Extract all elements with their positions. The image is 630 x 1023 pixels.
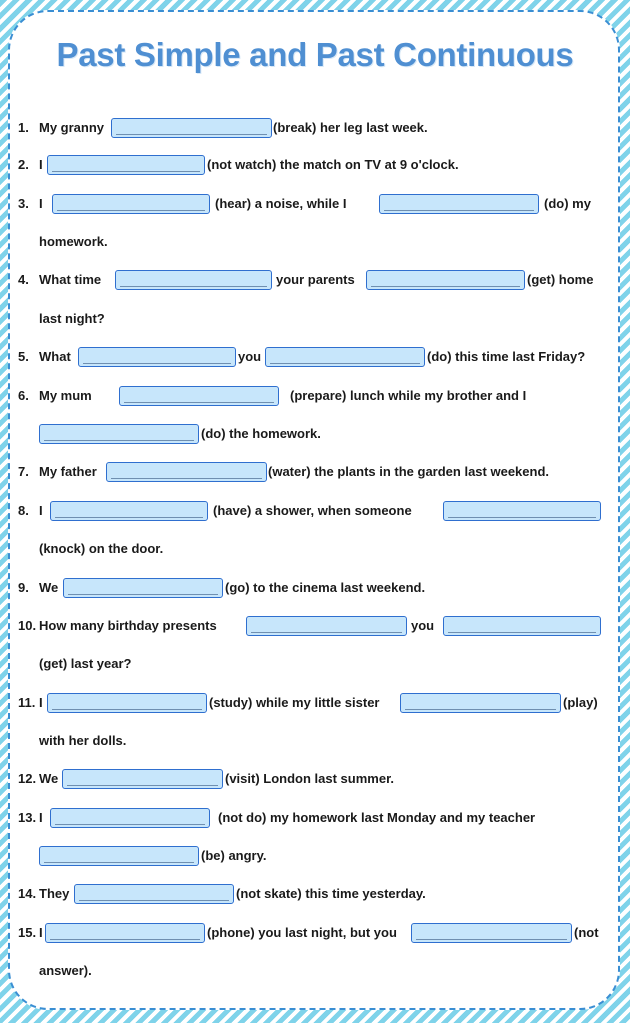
sentence-15 [18,922,600,944]
sentence-text: (do) the homework. [201,426,321,441]
sentence-6 [18,385,600,407]
sentence-text: (study) while my little sister [209,695,380,710]
answer-field[interactable] [379,194,539,214]
sentence-number: 10. [18,618,37,633]
sentence-text: last night? [39,311,105,326]
answer-field[interactable] [443,616,601,636]
sentence-11 [18,692,600,714]
sentence-text: How many birthday presents [39,618,217,633]
sentence-text: (prepare) lunch while my brother and I [290,388,527,403]
sentence-text: you [411,618,435,633]
sentence-text: What [39,349,71,364]
sentence-number: 5. [18,349,29,364]
sentence-text: (not [574,925,599,940]
answer-field[interactable] [106,462,267,482]
sentence-8-continued [39,538,600,560]
sentence-text: (be) angry. [201,848,267,863]
sentence-8 [18,500,600,522]
sentence-text: your parents [276,272,355,287]
sentence-4-continued [39,308,600,330]
sentence-5 [18,346,600,368]
answer-field[interactable] [78,347,236,367]
sentence-number: 7. [18,464,29,479]
sentence-13-continued [39,845,600,867]
sentence-10-continued [39,653,600,675]
sentence-text: (knock) on the door. [39,541,164,556]
sentence-text: (not watch) the match on TV at 9 o'clock. [207,157,459,172]
sentence-text: homework. [39,234,108,249]
sentence-number: 3. [18,196,29,211]
answer-field[interactable] [246,616,407,636]
answer-field[interactable] [62,769,223,789]
sentence-number: 9. [18,580,29,595]
sentence-1 [18,117,600,139]
sentence-text: We [39,771,59,786]
sentence-11-continued [39,730,600,752]
sentence-9 [18,577,600,599]
sentence-text: They [39,886,70,901]
sentence-number: 11. [18,695,36,710]
sentence-text: (hear) a noise, while I [215,196,347,211]
sentence-13 [18,807,600,829]
sentence-number: 12. [18,771,37,786]
sentence-number: 14. [18,886,37,901]
sentence-text: I [39,925,43,940]
sentence-text: I [39,157,43,172]
worksheet-title: Past Simple and Past Continuous [56,36,574,73]
sentence-text: (play) [563,695,598,710]
sentence-text: I [39,810,43,825]
sentence-text: My granny [39,120,105,135]
sentence-text: (water) the plants in the garden last weekend. [268,464,550,479]
answer-field[interactable] [115,270,272,290]
sentence-3-continued [39,231,600,253]
sentence-number: 4. [18,272,29,287]
sentence-text: I [39,695,43,710]
sentence-text: (go) to the cinema last weekend. [225,580,426,595]
answer-field[interactable] [119,386,279,406]
sentence-number: 2. [18,157,29,172]
answer-field[interactable] [443,501,601,521]
sentence-text: (have) a shower, when someone [213,503,412,518]
answer-field[interactable] [50,808,210,828]
answer-field[interactable] [45,923,205,943]
sentence-text: with her dolls. [39,733,127,748]
sentence-text: (do) this time last Friday? [427,349,586,364]
sentence-7 [18,461,600,483]
sentence-text: We [39,580,59,595]
sentence-text: My father [39,464,97,479]
answer-field[interactable] [47,693,207,713]
sentence-text: (not skate) this time yesterday. [236,886,426,901]
sentence-number: 8. [18,503,29,518]
sentence-2 [18,154,600,176]
sentence-number: 6. [18,388,29,403]
sentence-text: (get) home [527,272,594,287]
sentence-text: (phone) you last night, but you [207,925,397,940]
sentence-6-continued [39,423,600,445]
answer-field[interactable] [111,118,272,138]
answer-field[interactable] [400,693,561,713]
answer-field[interactable] [411,923,572,943]
answer-field[interactable] [39,846,199,866]
sentence-text: answer). [39,963,92,978]
answer-field[interactable] [39,424,199,444]
answer-field[interactable] [47,155,205,175]
sentence-12 [18,768,600,790]
sentence-text: I [39,196,43,211]
sentence-text: What time [39,272,102,287]
answer-field[interactable] [63,578,223,598]
sentence-number: 15. [18,925,37,940]
sentence-text: My mum [39,388,92,403]
answer-field[interactable] [52,194,210,214]
answer-field[interactable] [74,884,234,904]
sentence-text: (get) last year? [39,656,132,671]
sentence-10 [18,615,600,637]
sentence-text: (visit) London last summer. [225,771,395,786]
sentence-4 [18,269,600,291]
sentence-number: 1. [18,120,29,135]
sentence-text: I [39,503,43,518]
sentence-3 [18,193,600,215]
sentence-14 [18,883,600,905]
sentence-number: 13. [18,810,37,825]
sentence-text: (break) her leg last week. [273,120,428,135]
answer-field[interactable] [50,501,208,521]
answer-field[interactable] [265,347,425,367]
sentence-15-continued [39,960,600,982]
sentence-text: (not do) my homework last Monday and my teacher [218,810,536,825]
answer-field[interactable] [366,270,525,290]
sentence-text: (do) my [544,196,591,211]
sentence-text: you [238,349,262,364]
